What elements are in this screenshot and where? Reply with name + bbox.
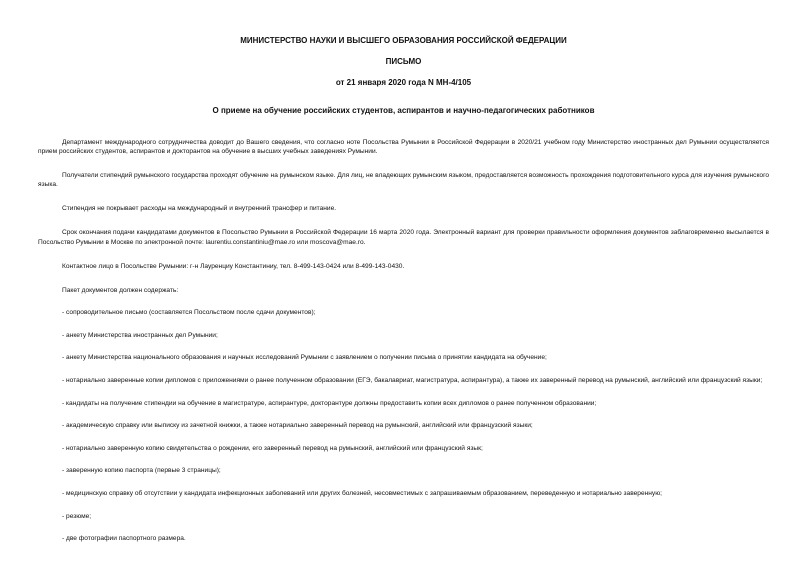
document-type: ПИСЬМО <box>385 57 422 66</box>
paragraph-language: Получатели стипендий румынского государства проходят обучение на румынском языке. Для лиц, не владеющих румынским языком, предоставляется возможность прохождения подготовительного курса для изучения румынского языка. <box>38 172 770 189</box>
list-item-all-diplomas: - кандидаты на получение стипендии на обучение в магистратуре, аспирантуре, докторантуре должны предоставить копии всех дипломов о ранее полученном образовании; <box>62 399 597 407</box>
document-body <box>38 138 769 543</box>
list-item-cover-letter: - сопроводительное письмо (составляется Посольством после сдачи документов); <box>62 309 316 317</box>
list-item-birth-certificate: - нотариально заверенную копию свидетельства о рождении, его заверенный перевод на румынский, английский или французский язык; <box>62 444 483 452</box>
list-item-passport-copy: - заверенную копию паспорта (первые 3 страницы); <box>62 467 221 475</box>
list-item-mfa-form: - анкету Министерства иностранных дел Румынии; <box>62 331 218 339</box>
paragraph-deadline: Срок окончания подачи кандидатами документов в Посольство Румынии в Российской Федерации 16 марта 2020 года. Электронный вариант для проверки правильности оформления документов заблаговременно высылается в Посольство Румынии в Москве по электронной почте: laurentiu.constantiniu@mae.ro или moscova@mae.ro. <box>38 229 769 246</box>
ministry-heading: МИНИСТЕРСТВО НАУКИ И ВЫСШЕГО ОБРАЗОВАНИЯ РОССИЙСКОЙ ФЕДЕРАЦИИ <box>240 36 567 45</box>
list-item-diploma-copies: - нотариально заверенные копии дипломов с приложениями о ранее полученном образовании (ЕГЭ, бакалавриат, магистратура, аспирантура), а также их заверенный перевод на румынский, английский или французский языки; <box>62 376 763 384</box>
paragraph-contact: Контактное лицо в Посольстве Румынии: г-н Лауренциу Константиниу, тел. 8-499-143-0424 или 8-499-143-0430. <box>62 262 405 270</box>
paragraph-scholarship-costs: Стипендия не покрывает расходы на международный и внутренний трансфер и питание. <box>62 205 337 213</box>
list-item-academic-transcript: - академическую справку или выписку из зачетной книжки, а также нотариально заверенный перевод на румынский, английский или французский языки; <box>62 422 533 430</box>
list-item-medical-certificate: - медицинскую справку об отсутствии у кандидата инфекционных заболеваний или других болезней, несовместимых с запрашиваемым образованием, переведенную и нотариально заверенную; <box>62 489 663 497</box>
list-item-resume: - резюме; <box>62 512 92 520</box>
list-item-photos: - две фотографии паспортного размера. <box>62 535 186 543</box>
paragraph-intro: Департамент международного сотрудничества доводит до Вашего сведения, что согласно ноте Посольства Румынии в Российской Федерации в 2020/21 учебном году Министерство иностранных дел Румынии осуществляется прием российских студентов, аспирантов и докторантов на обучение в высших учебных заведениях Румынии. <box>38 139 769 156</box>
paragraph-package-intro: Пакет документов должен содержать: <box>62 286 179 294</box>
document-subject: О приеме на обучение российских студентов, аспирантов и научно-педагогических работников <box>212 106 595 115</box>
document-date-number: от 21 января 2020 года N МН-4/105 <box>335 78 472 87</box>
list-item-ministry-form: - анкету Министерства национального образования и научных исследований Румынии с заявлением о получении письма о принятии кандидата на обучение; <box>62 354 547 362</box>
